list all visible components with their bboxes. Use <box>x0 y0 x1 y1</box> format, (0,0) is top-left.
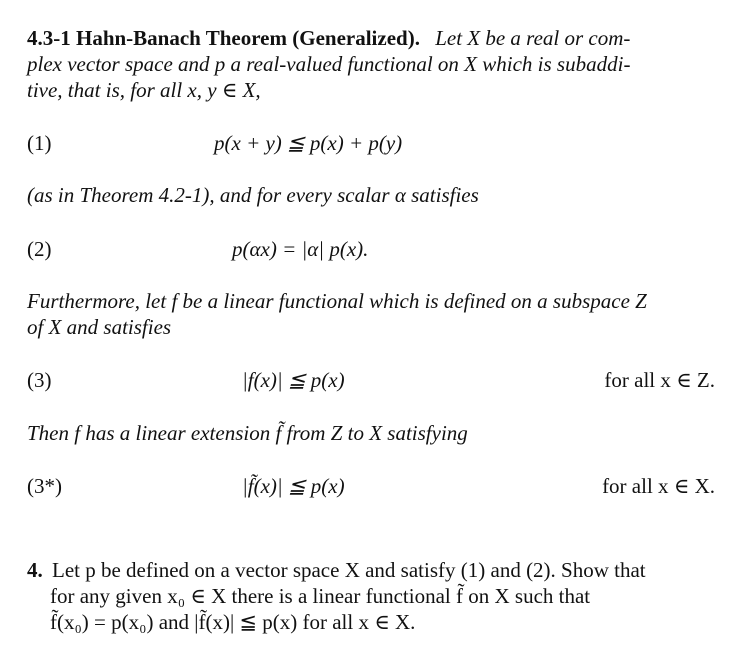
problem-first-line <box>27 557 646 583</box>
problem-line3: f̃(x₀) = p(x₀) and |f̃(x)| ≦ p(x) for all x ∈ X. <box>50 610 416 634</box>
problem-line1: Let p be defined on a vector space X and satisfy (1) and (2). Show that <box>52 558 646 582</box>
equation-3-star-condition: for all x ∈ X. <box>602 474 715 498</box>
equation-3-condition: for all x ∈ Z. <box>604 368 715 392</box>
equation-1: p(x + y) ≦ p(x) + p(y) <box>214 131 403 155</box>
equation-2-label: (2) <box>27 237 52 261</box>
equation-3-label: (3) <box>27 368 52 392</box>
theorem-intro-line3: tive, that is, for all x, y ∈ X, <box>27 78 261 102</box>
equation-3-star-label: (3*) <box>27 474 62 498</box>
problem-number: 4. <box>27 558 43 582</box>
equation-3-star: |f̃(x)| ≦ p(x) <box>242 474 345 498</box>
theorem-mid-text-2-line2: of X and satisfies <box>27 315 172 339</box>
problem-line2: for any given x₀ ∈ X there is a linear functional f̃ on X such that <box>50 584 591 608</box>
theorem-mid-text-3: Then f has a linear extension f̃ from Z to X satisfying <box>27 421 468 445</box>
equation-2: p(αx) = |α| p(x). <box>232 237 369 261</box>
theorem-intro-line1: Let X be a real or com- <box>435 26 631 50</box>
theorem-intro-line2: plex vector space and p a real-valued functional on X which is subaddi- <box>27 52 631 76</box>
equation-1-label: (1) <box>27 131 52 155</box>
theorem-mid-text-2-line1: Furthermore, let f be a linear functional which is defined on a subspace Z <box>27 289 647 313</box>
theorem-mid-text-1: (as in Theorem 4.2-1), and for every scalar α satisfies <box>27 183 479 207</box>
theorem-heading: 4.3-1 Hahn-Banach Theorem (Generalized). <box>27 26 420 50</box>
theorem-first-line <box>27 25 630 51</box>
equation-3: |f(x)| ≦ p(x) <box>242 368 345 392</box>
